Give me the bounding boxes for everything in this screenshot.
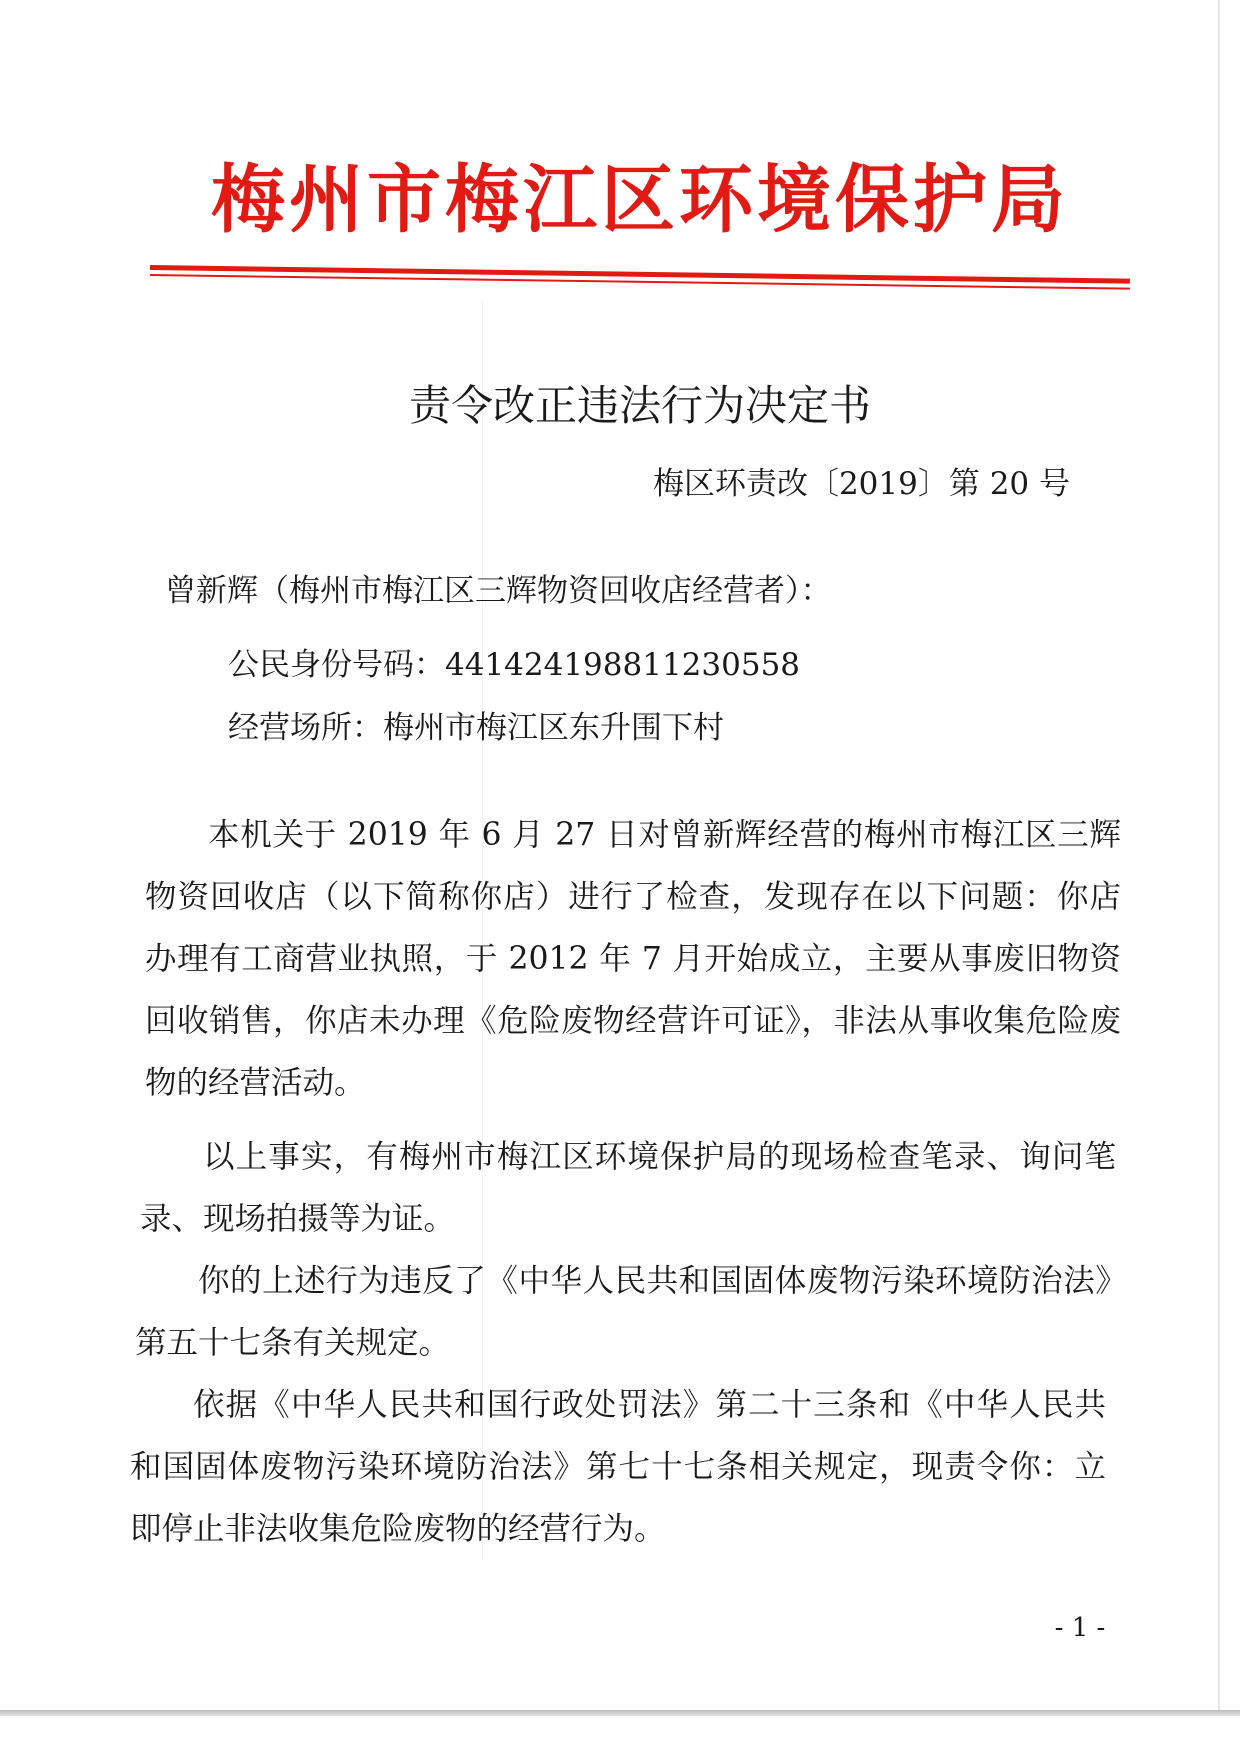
body-paragraph-findings: 本机关于 2019 年 6 月 27 日对曾新辉经营的梅州市梅江区三辉物资回收店（以下简称你店）进行了检查，发现存在以下问题：你店办理有工商营业执照，于 2012 年 7 月开始成立，主要从事废旧物资回收销售，你店未办理《危险废物经营许可证》，非法从事收集危险废物的经营活动。 bbox=[145, 817, 1121, 1101]
scan-bottom-edge bbox=[0, 1710, 1240, 1716]
body-paragraph-evidence: 以上事实，有梅州市梅江区环境保护局的现场检查笔录、询问笔录、现场拍摄等为证。 bbox=[140, 1139, 1116, 1237]
business-place-line: 经营场所：梅州市梅江区东升围下村 bbox=[228, 710, 724, 746]
body-paragraph-order: 依据《中华人民共和国行政处罚法》第二十三条和《中华人民共和国固体废物污染环境防治法》第七十七条相关规定，现责令你：立即停止非法收集危险废物的经营行为。 bbox=[130, 1387, 1106, 1547]
letterhead-org-name: 梅州市梅江区环境保护局 bbox=[211, 157, 1069, 243]
page-number: - 1 - bbox=[1054, 1613, 1106, 1643]
scan-right-edge bbox=[1218, 0, 1220, 1710]
addressee: 曾新辉（梅州市梅江区三辉物资回收店经营者）： bbox=[165, 573, 832, 609]
id-number-line: 公民身份号码：441424198811230558 bbox=[228, 647, 801, 683]
document-title: 责令改正违法行为决定书 bbox=[408, 381, 871, 430]
document-number: 梅区环责改〔2019〕第 20 号 bbox=[652, 466, 1070, 502]
body-paragraph-violation: 你的上述行为违反了《中华人民共和国固体废物污染环境防治法》第五十七条有关规定。 bbox=[135, 1263, 1111, 1361]
